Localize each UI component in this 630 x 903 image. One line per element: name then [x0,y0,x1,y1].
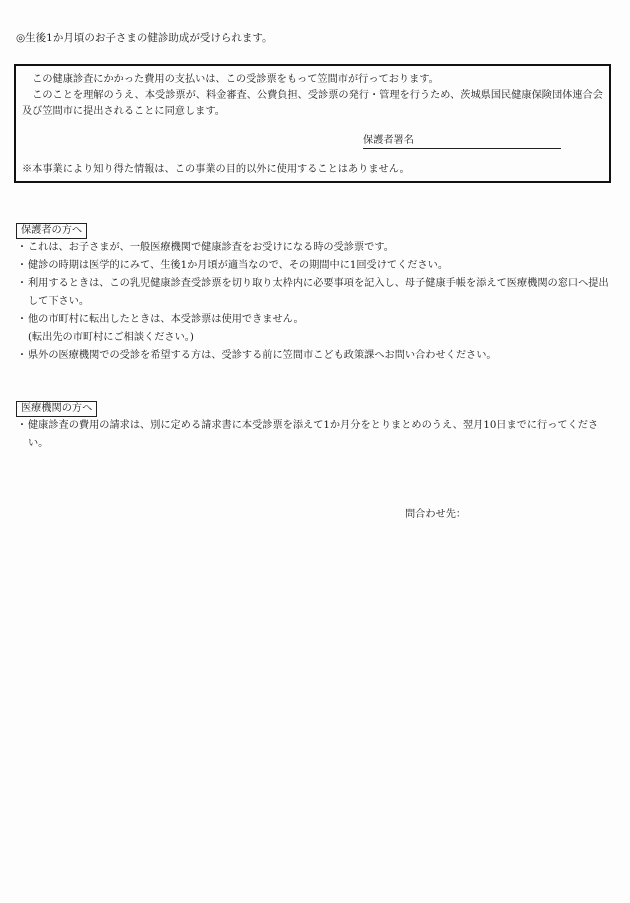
medical-instructions-list [16,417,616,453]
medical-section-label: 医療機関の方へ [16,401,97,417]
guardian-section-label: 保護者の方へ [16,223,87,239]
list-item [16,311,616,347]
list-item-text: 健診の時期は医学的にみて、生後1か月頃が適当なので、その期間中に1回受けてください。 [28,260,449,271]
guardian-instructions-list [16,239,616,365]
consent-paragraph-1: この健康診査にかかった費用の支払いは、この受診票をもって笠間市が行っております。 [32,74,439,85]
list-item [16,239,616,257]
bullet: ・ [16,420,28,431]
bullet: ・ [16,350,28,361]
list-item-text: 他の市町村に転出したときは、本受診票は使用できません。 [28,314,304,325]
list-item [16,275,616,311]
bullet: ・ [16,314,28,325]
list-item-continuation: (転出先の市町村にご相談ください。) [28,332,194,343]
signature-label: 保護者署名 [363,135,414,146]
list-item-text: 健康診査の費用の請求は、別に定める請求書に本受診票を添えて1か月分をとりまとめのうえ、翌月10日までに行ってください。 [28,420,599,449]
contact-label: 問合わせ先： [405,509,467,520]
list-item [16,257,616,275]
list-item-text: これは、お子さまが、一般医療機関で健康診査をお受けになる時の受診票です。 [28,242,394,253]
list-item [16,347,616,365]
bullet: ・ [16,242,28,253]
guardian-signature-field[interactable] [363,134,561,149]
privacy-note: ※本事業により知り得た情報は、この事業の目的以外に使用することはありません。 [22,164,410,175]
consent-paragraph-2: このことを理解のうえ、本受診票が、料金審査、公費負担、受診票の発行・管理を行うため、茨城県国民健康保険団体連合会及び笠間市に提出されることに同意します。 [22,90,603,117]
list-item-text: 利用するときは、この乳児健康診査受診票を切り取り太枠内に必要事項を記入し、母子健康手帳を添えて医療機関の窓口へ提出して下さい。 [28,278,609,307]
list-item-text: 県外の医療機関での受診を希望する方は、受診する前に笠間市こども政策課へお問い合わせください。 [28,350,497,361]
consent-box [14,64,611,183]
bullet: ・ [16,278,28,289]
headline: ◎生後1か月頃のお子さまの健診助成が受けられます。 [16,32,273,44]
list-item [16,417,616,453]
bullet: ・ [16,260,28,271]
